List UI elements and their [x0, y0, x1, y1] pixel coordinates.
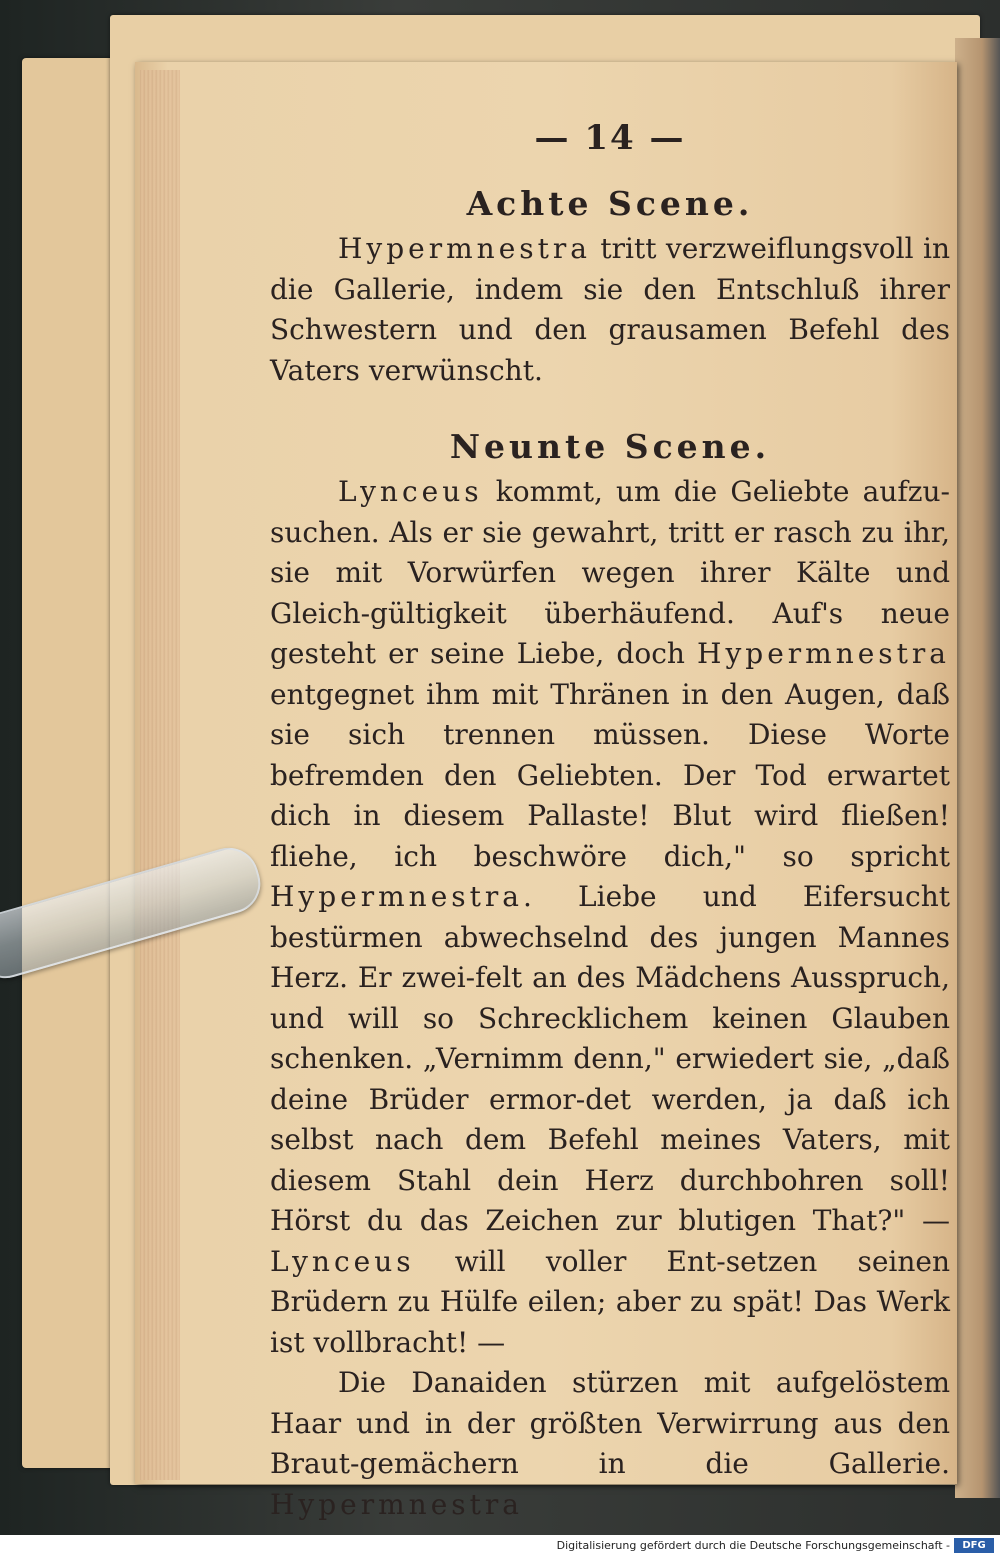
character-name: Hypermnestra	[270, 1487, 523, 1521]
heading-neunte-scene: Neunte Scene.	[449, 427, 771, 466]
paragraph-text: Die Danaiden stürzen mit aufgelöstem Haar und in der größten Verwirrung aus den Braut-gemächern in die Gallerie.	[270, 1366, 950, 1480]
page-edges	[140, 70, 180, 1480]
dfg-logo: DFG	[954, 1538, 994, 1553]
character-name: Hypermnestra	[270, 880, 523, 913]
paragraph-scene-9	[270, 472, 950, 1363]
paragraph-text: entgegnet ihm mit Thränen in den Augen, daß sie sich trennen müssen. Diese Worte befremden den Geliebten. Der Tod erwartet dich in diesem Pallaste! Blut wird fließen! fliehe, ich beschwöre dich," so spricht	[270, 677, 950, 873]
heading-achte-scene: Achte Scene.	[466, 184, 754, 223]
character-name: Hypermnestra	[697, 637, 950, 670]
footer-credit: Digitalisierung gefördert durch die Deutsche Forschungsgemeinschaft -	[556, 1539, 950, 1552]
character-name: Lynceus	[270, 1244, 415, 1278]
character-name: Lynceus	[338, 475, 483, 508]
paragraph-scene-8	[270, 229, 950, 391]
page-text	[270, 118, 950, 1525]
paragraph-text: will voller Ent-setzen seinen Brüdern zu Hülfe eilen; aber zu spät! Das Werk ist vollbracht! —	[270, 1244, 950, 1359]
paragraph-text: kommt, um die Geliebte aufzu-suchen. Als er sie gewahrt, tritt er rasch zu ihr, sie mit Vorwürfen wegen ihrer Kälte und Gleich-gültigkeit überhäufend. Auf's neue gesteht er seine Liebe, doch	[270, 475, 950, 670]
paragraph-text: tritt verzweiflungsvoll in die Gallerie, indem sie den Entschluß ihrer Schwestern und den grausamen Befehl des Vaters verwünscht.	[270, 232, 950, 387]
paragraph-text: . Liebe und Eifersucht bestürmen abwechselnd des jungen Mannes Herz. Er zwei-felt an des Mädchens Ausspruch, und will so Schrecklichem keinen Glauben schenken. „Vernimm denn," erwiedert sie, „daß deine Brüder ermor-det werden, ja daß ich selbst nach dem Befehl meines Vaters, mit diesem Stahl dein Herz durchbohren soll! Hörst du das Zeichen zur blutigen That?" —	[270, 880, 950, 1237]
character-name: Hypermnestra	[338, 232, 591, 265]
paragraph-danaiden	[270, 1363, 950, 1525]
page-number: — 14 —	[534, 118, 686, 158]
footer-bar	[0, 1535, 1000, 1557]
book-spine-edge	[955, 38, 1000, 1498]
